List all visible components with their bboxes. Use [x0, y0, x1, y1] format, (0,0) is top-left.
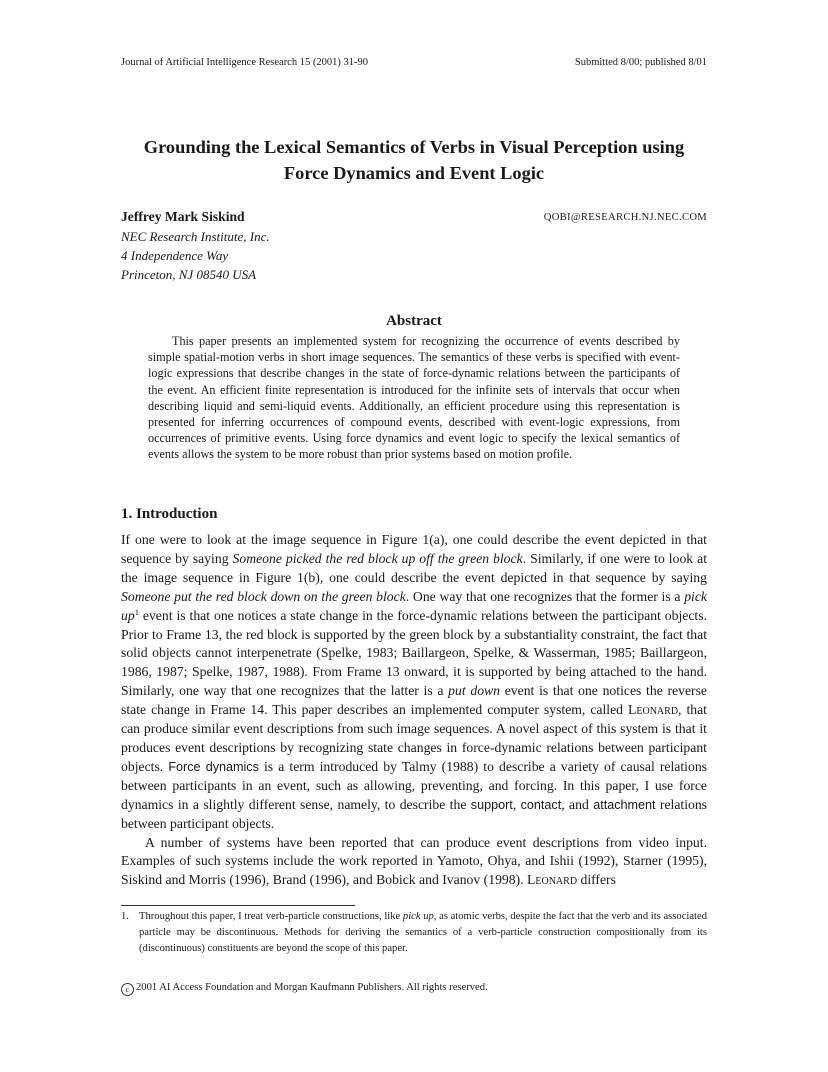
paper-title: [110, 134, 718, 186]
footnote-1: [121, 909, 707, 957]
text-run: event is that one notices the reverse state change in Frame 14. This paper describes an implemented computer system, called: [121, 683, 707, 718]
text-run: . Similarly, if one were to look at the image sequence in Figure 1(b), one could describe the event depicted in that sequence by saying: [121, 550, 707, 585]
author-block: [121, 208, 707, 226]
text-run: , and: [561, 796, 594, 812]
text-run: If one were to look at the image sequence in Figure 1(a), one could describe the event depicted in that sequence by saying: [121, 532, 707, 566]
title-line-1: Grounding the Lexical Semantics of Verbs in Visual Perception using: [143, 137, 685, 157]
copyright-text: 2001 AI Access Foundation and Morgan Kaufmann Publishers. All rights reserved.: [136, 982, 488, 993]
intro-paragraph-2: [121, 834, 707, 891]
section-heading-introduction: 1. Introduction: [121, 506, 218, 522]
system-name: Leonard: [527, 872, 578, 888]
footnote-number: 1.: [121, 911, 129, 922]
affiliation-line: NEC Research Institute, Inc.: [121, 229, 270, 244]
verb-term: pick up: [121, 588, 707, 623]
text-run: , that can produce similar event descriptions from such image sequences. A novel aspect of this system is that it produces event descriptions by recognizing state changes in force-dynamic relations between participant objects.: [121, 702, 707, 774]
text-run: is a term introduced by Talmy (1988) to describe a variety of causal relations between participants in an event, such as allowing, preventing, and forcing. In this paper, I use force dynamics in a slightly different sense, namely, to describe the: [121, 758, 707, 812]
footnote-rule: [121, 905, 355, 906]
title-line-2: Force Dynamics and Event Logic: [283, 163, 545, 183]
author-email: QOBI@RESEARCH.NJ.NEC.COM: [543, 212, 707, 223]
intro-paragraph-1: [121, 531, 707, 834]
term-contact: contact: [520, 797, 562, 812]
verb-term: put down: [448, 683, 501, 699]
footnote-marker[interactable]: 1: [134, 606, 139, 617]
term-support: support: [470, 797, 513, 812]
affiliation-line: Princeton, NJ 08540 USA: [121, 267, 257, 282]
copyright-symbol: c: [121, 983, 134, 996]
verb-term: pick up: [402, 911, 434, 922]
text-run: ,: [512, 796, 521, 812]
author-name: Jeffrey Mark Siskind: [121, 209, 245, 224]
term-attachment: attachment: [593, 797, 656, 812]
text-run: A number of systems have been reported that can produce event descriptions from video input. Examples of such systems include the work reported in Yamoto, Ohya, and Ishii (1992), Starner (1995), Siskind and Morris (1996), Brand (1996), and Bobick and Ivanov (1998).: [121, 834, 707, 888]
journal-citation: Journal of Artificial Intelligence Research 15 (2001) 31-90: [121, 57, 368, 68]
system-name: Leonard: [628, 702, 679, 718]
text-run: differs: [577, 872, 616, 888]
introduction-body: [121, 531, 707, 890]
affiliation-line: 4 Independence Way: [121, 248, 229, 263]
example-sentence: Someone picked the red block up off the green block: [232, 550, 523, 566]
copyright-notice: [121, 981, 488, 996]
abstract-text: This paper presents an implemented system for recognizing the occurrence of events described by simple spatial-motion verbs in short image sequences. The semantics of these verbs is specified with event-logic expressions that describe changes in the state of force-dynamic relations between the participants of the event. An efficient finite representation is introduced for the infinite sets of intervals that occur when describing liquid and semi-liquid events. Additionally, an efficient procedure using this representation is presented for inferring occurrences of compound events, described with event-logic expressions, from occurrences of primitive events. Using force dynamics and event logic to specify the lexical semantics of events allows the system to be more robust than prior systems based on motion profile.: [148, 334, 680, 462]
text-run: relations between participant objects.: [121, 796, 708, 831]
example-sentence: Someone put the red block down on the green block: [121, 588, 406, 604]
text-run: . One way that one recognizes that the former is a: [405, 588, 685, 604]
submission-dates: Submitted 8/00; published 8/01: [574, 57, 707, 68]
term-force-dynamics: Force dynamics: [168, 759, 259, 774]
text-run: event is that one notices a state change in the force-dynamic relations between the participant objects. Prior to Frame 13, the red block is supported by the green block by a substantiality constraint, the fact that solid objects cannot interpenetrate (Spelke, 1983; Baillargeon, Spelke, & Wasserman, 1985; Baillargeon, 1986, 1987; Spelke, 1987, 1988). From Frame 13 onward, it is supported by being attached to the hand. Similarly, one way that one recognizes that the latter is a: [121, 607, 707, 699]
author-affiliation: [121, 227, 270, 284]
abstract-heading: Abstract: [386, 313, 442, 329]
text-run: , as atomic verbs, despite the fact that the verb and its associated particle may be discontinuous. Methods for deriving the semantics of a verb-particle construction compositionally from its (discontinuous) constituents are beyond the scope of this paper.: [139, 911, 707, 954]
running-header: [121, 56, 707, 70]
text-run: Throughout this paper, I treat verb-particle constructions, like: [139, 911, 403, 922]
